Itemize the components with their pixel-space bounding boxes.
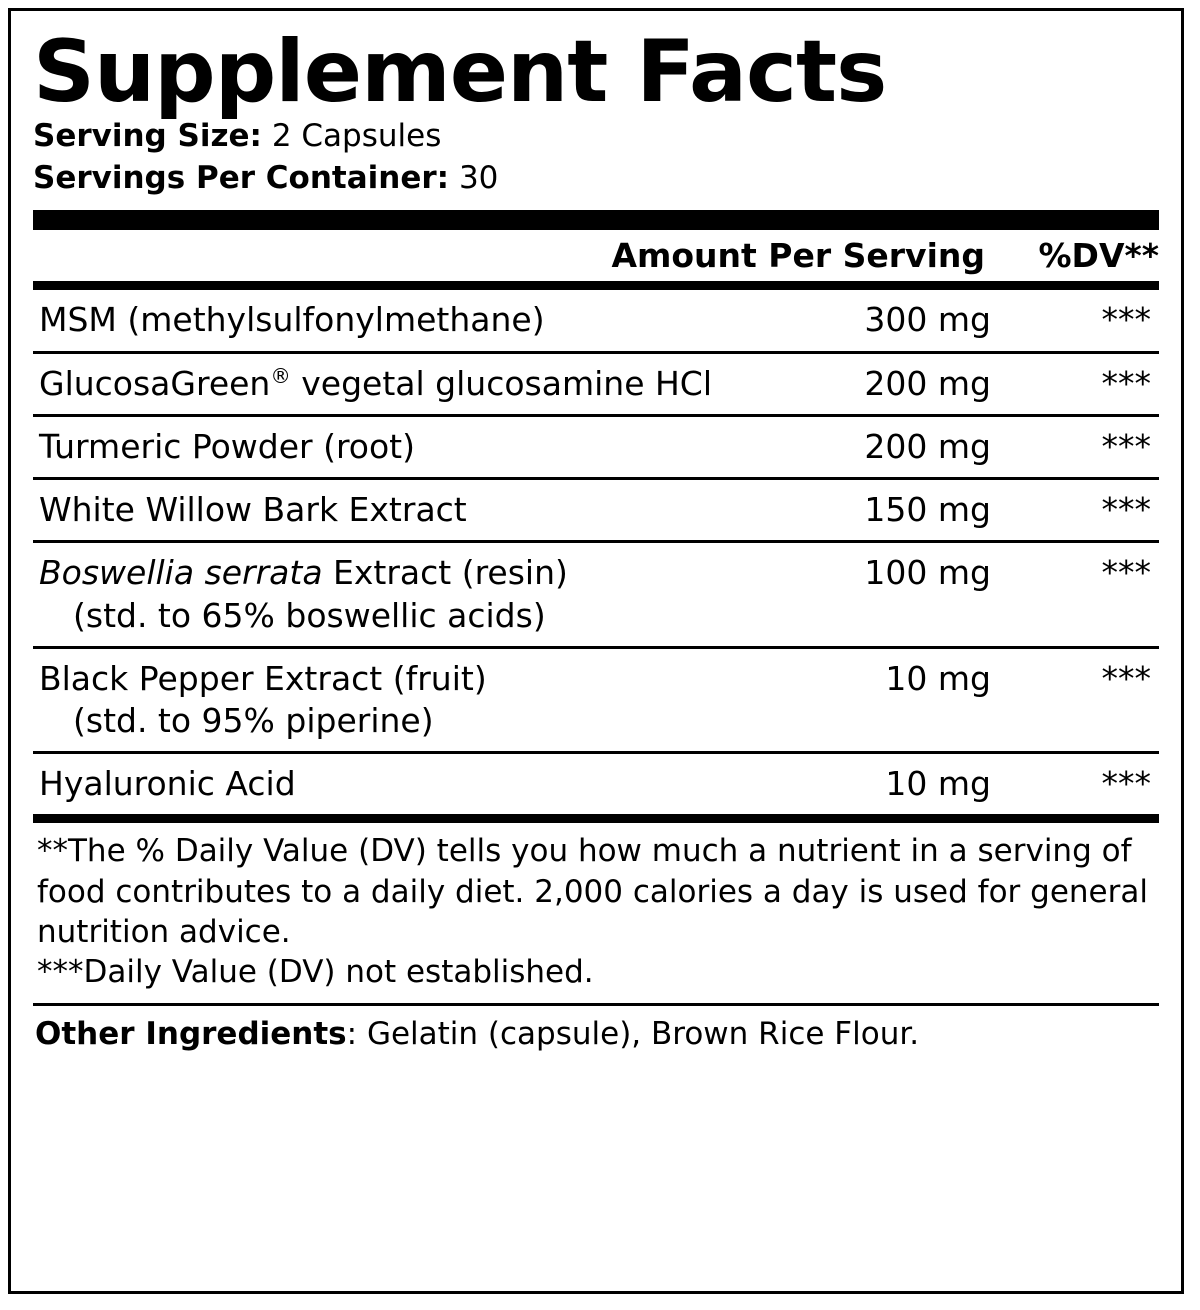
ingredient-table bbox=[33, 290, 1159, 814]
ingredient-name bbox=[33, 552, 751, 636]
ingredient-dv: *** bbox=[1101, 553, 1151, 593]
ingredient-amount: 300 mg bbox=[864, 300, 991, 340]
ingredient-latin-name: Boswellia serrata bbox=[39, 553, 323, 593]
table-row bbox=[33, 543, 1159, 648]
ingredient-name bbox=[33, 363, 751, 405]
ingredient-dv: *** bbox=[1101, 363, 1151, 403]
ingredient-amount: 10 mg bbox=[885, 658, 991, 698]
ingredient-name-rest: Extract (resin) bbox=[322, 553, 568, 593]
table-column-headers bbox=[33, 230, 1159, 281]
table-row bbox=[33, 354, 1159, 417]
ingredient-dv: *** bbox=[1101, 764, 1151, 804]
ingredient-name: Hyaluronic Acid bbox=[39, 764, 296, 804]
ingredient-standardization: (std. to 95% piperine) bbox=[73, 700, 434, 740]
registered-mark-icon: ® bbox=[270, 363, 291, 388]
serving-size-value: 2 Capsules bbox=[271, 118, 442, 154]
ingredient-dv: *** bbox=[1101, 490, 1151, 530]
footnotes bbox=[33, 823, 1159, 992]
ingredient-name-rest: vegetal glucosamine HCl bbox=[301, 363, 713, 403]
ingredient-name bbox=[33, 658, 751, 742]
page-title: Supplement Facts bbox=[33, 22, 887, 122]
servings-per-container-label: Servings Per Container: bbox=[33, 159, 450, 196]
table-row bbox=[33, 754, 1159, 814]
ingredient-amount: 150 mg bbox=[864, 490, 991, 530]
divider-below-table bbox=[33, 814, 1159, 823]
table-row bbox=[33, 290, 1159, 353]
other-ingredients-label: Other Ingredients bbox=[35, 1015, 347, 1052]
servings-per-container-value: 30 bbox=[458, 159, 499, 196]
ingredient-dv: *** bbox=[1101, 426, 1151, 466]
brand-name: GlucosaGreen bbox=[39, 363, 271, 403]
other-ingredients-value: : Gelatin (capsule), Brown Rice Flour. bbox=[346, 1015, 920, 1052]
table-row bbox=[33, 417, 1159, 480]
serving-size-label: Serving Size: bbox=[33, 118, 262, 154]
footnote-daily-value: **The % Daily Value (DV) tells you how much a nutrient in a serving of food contributes to a daily diet. 2,000 calories a day is used for general nutrition advice. bbox=[37, 833, 1148, 951]
servings-per-container-line bbox=[33, 159, 1159, 199]
ingredient-amount: 100 mg bbox=[864, 553, 991, 593]
ingredient-amount: 10 mg bbox=[885, 764, 991, 804]
table-row bbox=[33, 649, 1159, 754]
ingredient-dv: *** bbox=[1101, 300, 1151, 340]
ingredient-name: White Willow Bark Extract bbox=[39, 490, 467, 530]
header-amount-per-serving: Amount Per Serving bbox=[611, 236, 985, 276]
footnote-not-established: ***Daily Value (DV) not established. bbox=[37, 954, 594, 991]
serving-size-line bbox=[33, 117, 1159, 157]
header-daily-value: %DV** bbox=[1038, 236, 1159, 276]
ingredient-dv: *** bbox=[1101, 658, 1151, 698]
divider-under-headers bbox=[33, 281, 1159, 290]
ingredient-amount: 200 mg bbox=[864, 426, 991, 466]
ingredient-amount: 200 mg bbox=[864, 363, 991, 403]
divider-thick-top bbox=[33, 210, 1159, 230]
ingredient-name-main: Black Pepper Extract (fruit) bbox=[39, 658, 487, 698]
other-ingredients bbox=[33, 1006, 1159, 1054]
ingredient-name: MSM (methylsulfonylmethane) bbox=[39, 300, 545, 340]
supplement-facts-panel bbox=[8, 8, 1184, 1294]
table-row bbox=[33, 480, 1159, 543]
ingredient-standardization: (std. to 65% boswellic acids) bbox=[73, 595, 546, 635]
ingredient-name: Turmeric Powder (root) bbox=[39, 426, 415, 466]
